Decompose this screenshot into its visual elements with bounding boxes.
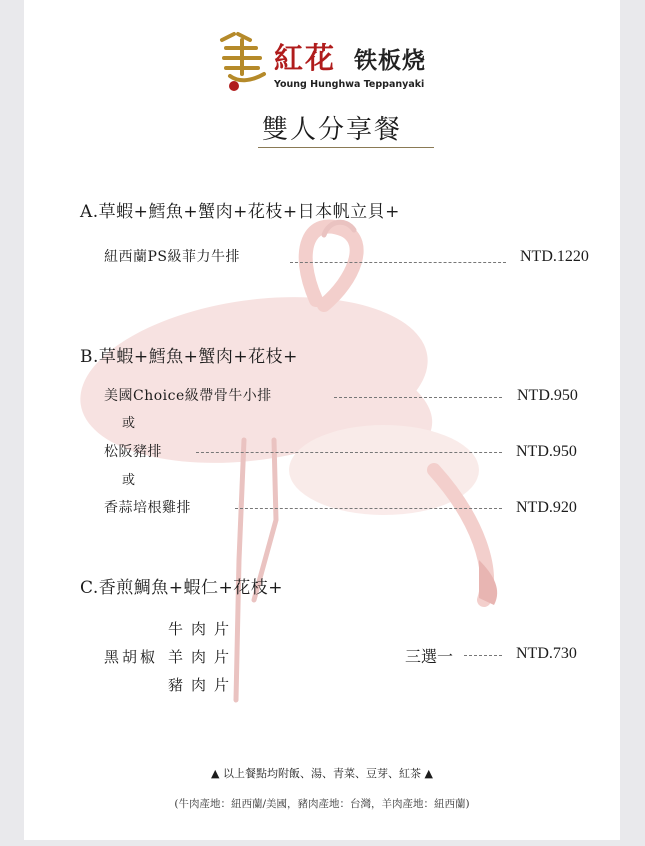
menu-page bbox=[24, 0, 620, 840]
footer-note: ▲ 以上餐點均附飯、湯、青菜、豆芽、紅茶 ▲ bbox=[211, 767, 433, 780]
page-title: 雙人分享餐 bbox=[262, 115, 403, 145]
section-b-item-price: NTD.950 bbox=[517, 387, 578, 404]
sauce-label: 黑胡椒 bbox=[104, 648, 159, 666]
brand-logo bbox=[216, 30, 466, 94]
or-label: 或 bbox=[122, 473, 136, 488]
leader-dots bbox=[235, 508, 502, 509]
section-c-heading: C.香煎鯛魚+蝦仁+花枝+ bbox=[80, 578, 284, 598]
logo-english-name: Young Hunghwa Teppanyaki bbox=[274, 79, 425, 90]
logo-emblem bbox=[216, 30, 272, 92]
section-b-item-price: NTD.920 bbox=[516, 499, 577, 516]
title-underline bbox=[258, 147, 434, 148]
origin-note: (牛肉產地：紐西蘭/美國，豬肉產地：台灣，羊肉產地：紐西蘭) bbox=[174, 798, 470, 810]
meat-option: 豬肉片 bbox=[168, 676, 238, 694]
section-b-heading: B.草蝦+鱈魚+蟹肉+花枝+ bbox=[80, 347, 298, 367]
section-a-item-name: 紐西蘭PS級菲力牛排 bbox=[104, 249, 241, 265]
section-a-heading: A.草蝦+鱈魚+蟹肉+花枝+日本帆立貝+ bbox=[80, 202, 400, 222]
section-b-item-name: 松阪豬排 bbox=[104, 444, 162, 460]
section-b-item-price: NTD.950 bbox=[516, 443, 577, 460]
or-label: 或 bbox=[122, 416, 136, 431]
meat-option: 羊肉片 bbox=[168, 648, 238, 666]
section-c-price: NTD.730 bbox=[516, 645, 577, 662]
leader-dots bbox=[290, 262, 506, 263]
logo-chinese-name: 紅花 bbox=[274, 41, 337, 75]
section-b-item-name: 香蒜培根雞排 bbox=[104, 500, 191, 516]
logo-chinese-suffix: 铁板烧 bbox=[354, 47, 426, 74]
meat-option: 牛肉片 bbox=[168, 620, 238, 638]
section-a-item-price: NTD.1220 bbox=[520, 248, 589, 265]
leader-dots bbox=[196, 452, 502, 453]
leader-dots bbox=[334, 397, 502, 398]
choice-label: 三選一 bbox=[405, 647, 454, 666]
section-b-item-name: 美國Choice級帶骨牛小排 bbox=[104, 388, 272, 404]
leader-dots bbox=[464, 655, 502, 656]
